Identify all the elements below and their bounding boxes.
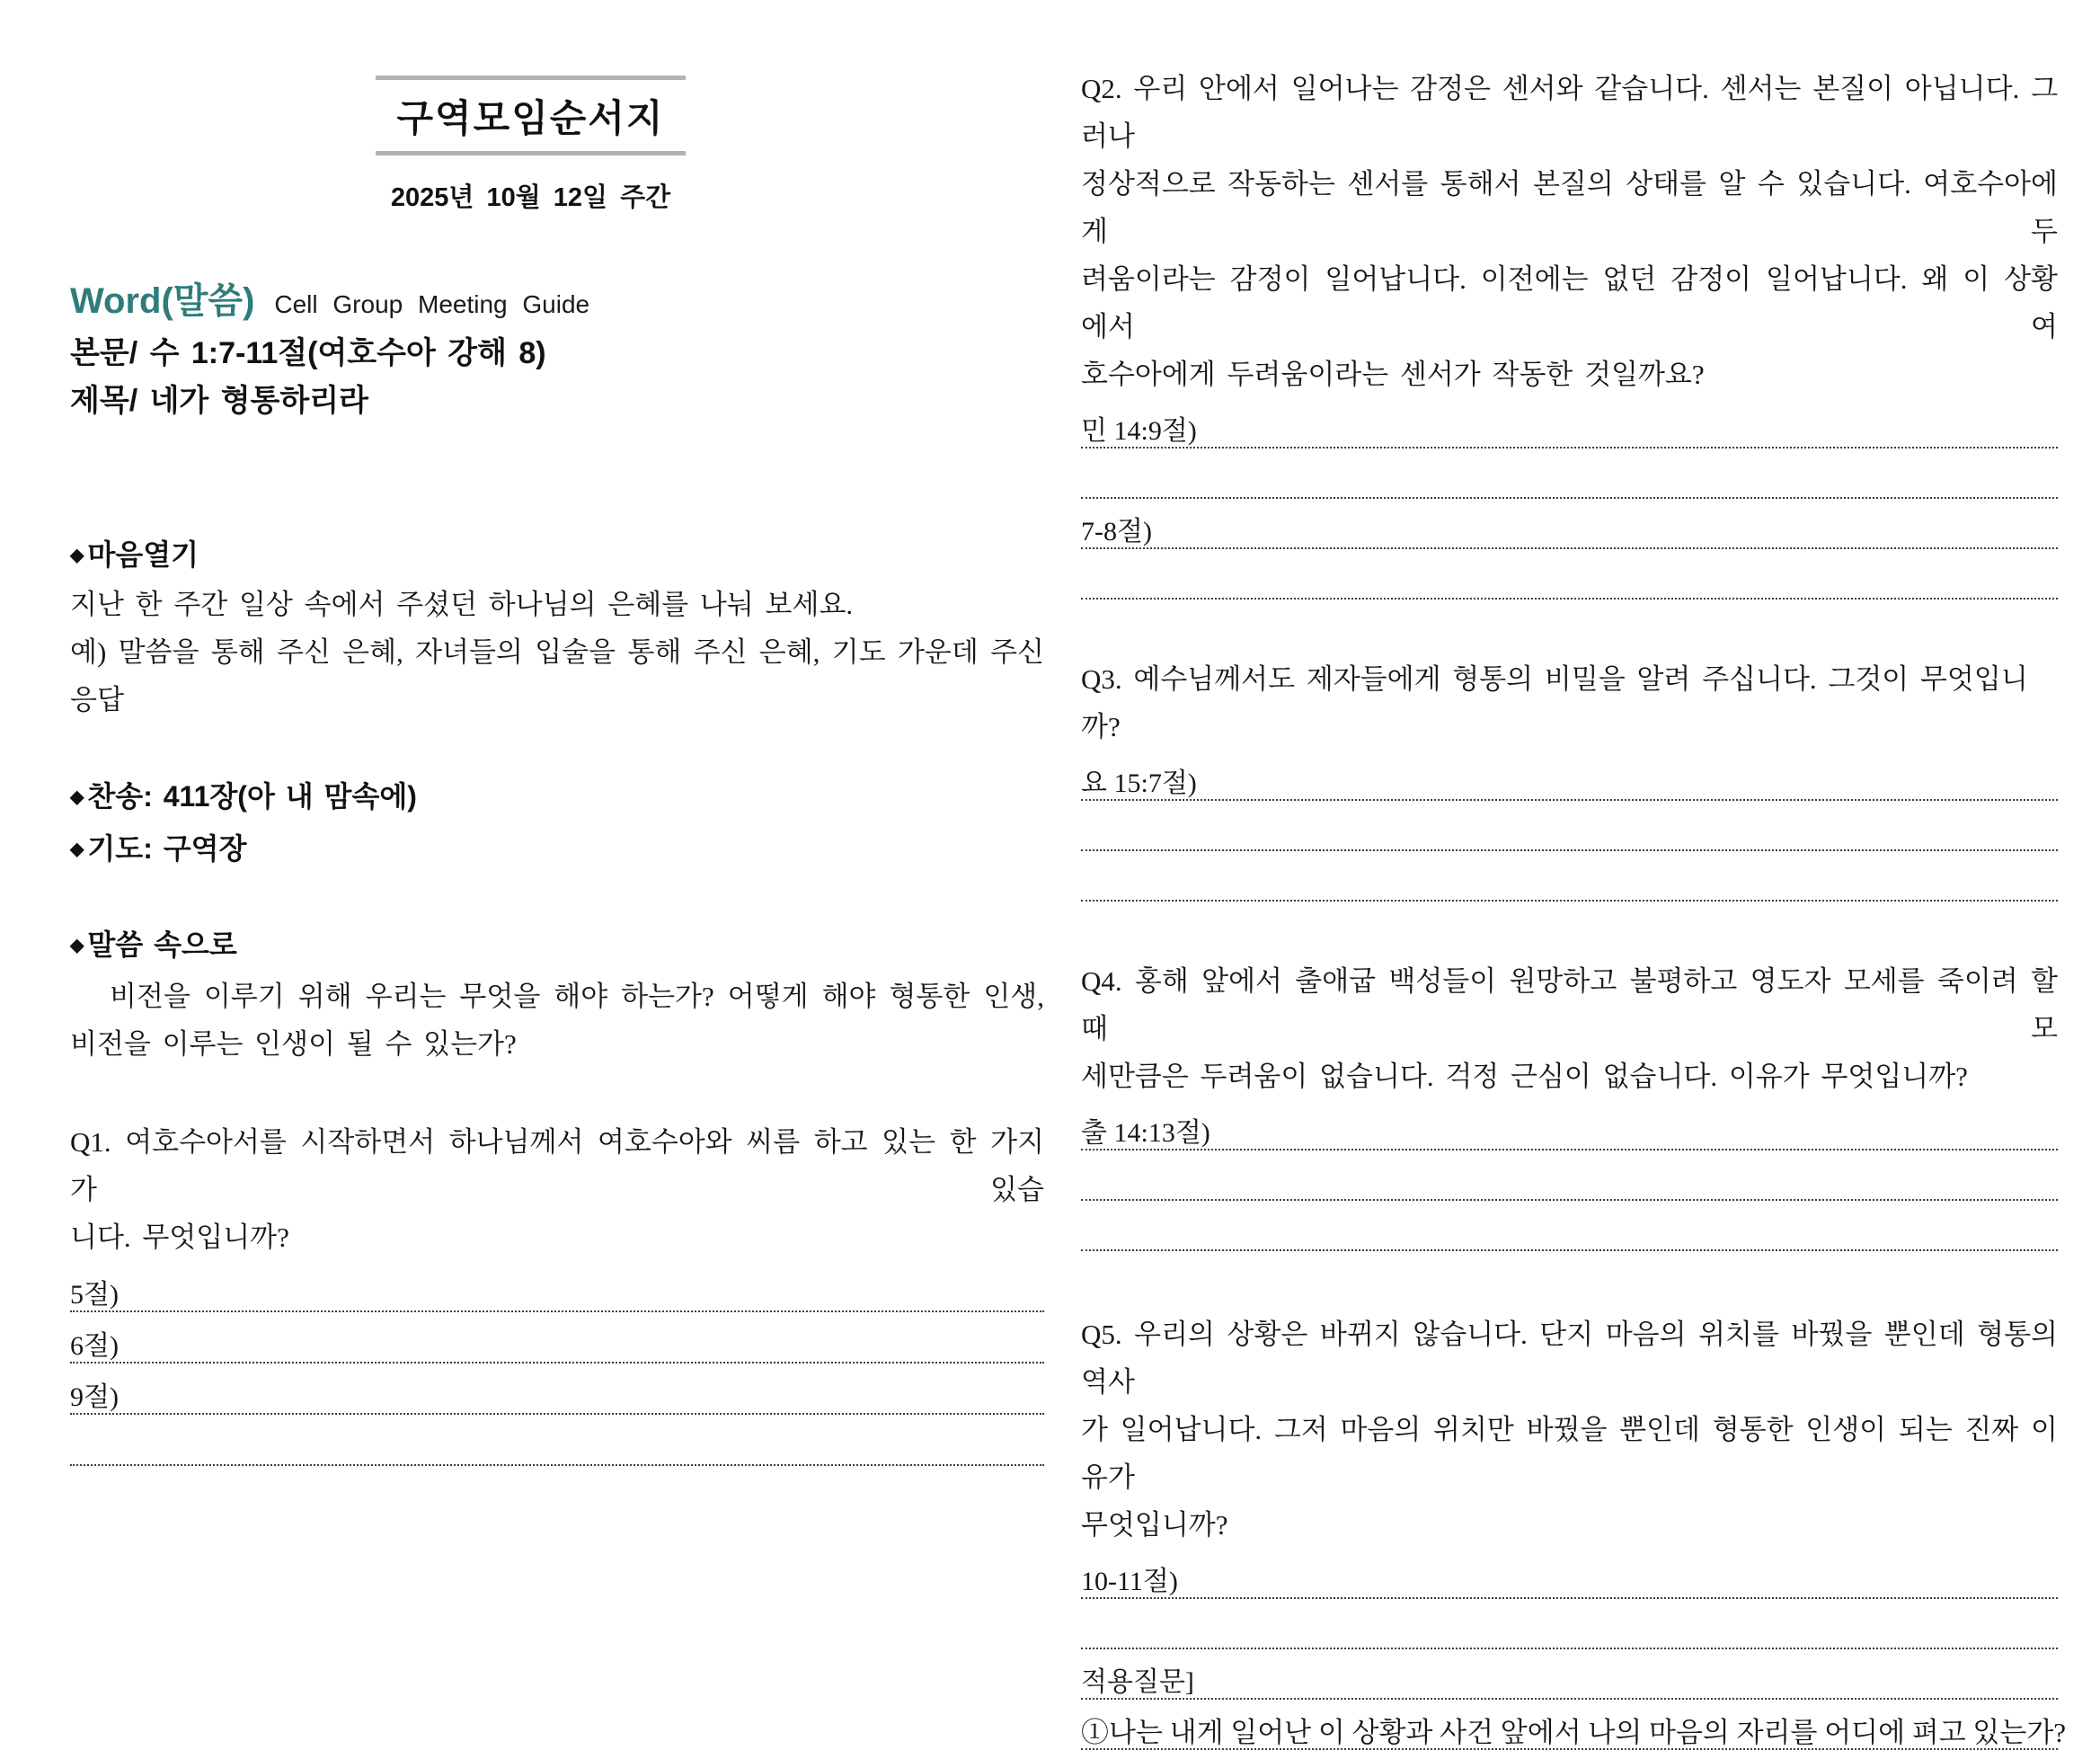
answer-line xyxy=(70,1364,1044,1415)
answer-line xyxy=(1081,1549,2058,1599)
answer-label: 민 14:9절) xyxy=(1081,416,1197,446)
question-2 xyxy=(1081,65,2058,398)
title-rule-box xyxy=(376,76,686,155)
answer-line-blank xyxy=(70,1415,1044,1466)
section-intoword-heading xyxy=(70,928,1044,962)
diamond-bullet-icon: ◆ xyxy=(70,936,84,955)
diamond-bullet-icon: ◆ xyxy=(70,839,84,859)
answer-line xyxy=(1081,398,2058,449)
passage-line: 본문/ 수 1:7-11절(여호수아 강해 8) xyxy=(70,336,546,370)
text-line: 세만큼은 두려움이 없습니다. 걱정 근심이 없습니다. 이유가 무엇입니까? xyxy=(1081,1061,1968,1092)
apply-question-1-line xyxy=(1081,1700,2067,1750)
week-date: 2025년 10월 12일 주간 xyxy=(390,183,671,212)
apply-questions-heading: 적용질문] xyxy=(1081,1667,1194,1697)
page-title: 구역모임순서지 xyxy=(396,97,665,139)
answer-label: 6절) xyxy=(70,1331,119,1361)
word-heading: Word(말씀) xyxy=(70,281,255,321)
right-column xyxy=(1081,0,2067,1750)
apply-questions-heading-line xyxy=(1081,1649,2058,1700)
diamond-bullet-icon: ◆ xyxy=(70,787,84,807)
text-line: 려움이라는 감정이 일어납니다. 이전에는 없던 감정이 일어납니다. 왜 이 상황에서 여 xyxy=(1081,263,2058,342)
text-line: Q3. 예수님께서도 제자들에게 형통의 비밀을 알려 주십니다. 그것이 무엇입니까? xyxy=(1081,663,2028,742)
word-subtitle: Cell Group Meeting Guide xyxy=(274,290,590,318)
answer-line xyxy=(1081,499,2058,549)
sermon-title-line: 제목/ 네가 형통하리라 xyxy=(70,384,368,418)
apply-question-1: ①나는 내게 일어난 이 상황과 사건 앞에서 나의 마음의 자리를 어디에 펴고 있는가? xyxy=(1081,1717,2067,1748)
answer-line xyxy=(70,1261,1044,1312)
opening-paragraph xyxy=(70,581,1044,724)
answer-label: 10-11절) xyxy=(1081,1567,1178,1596)
answer-label: 5절) xyxy=(70,1280,119,1310)
section-prayer-label: 기도: 구역장 xyxy=(87,832,247,865)
text-line: Q2. 우리 안에서 일어나는 감정은 센서와 같습니다. 센서는 본질이 아닙니다. 그러나 xyxy=(1081,73,2059,152)
text-line: Q1. 여호수아서를 시작하면서 하나님께서 여호수아와 씨름 하고 있는 한 가지가 있습 xyxy=(70,1126,1044,1205)
text-line: 응답 xyxy=(70,684,124,715)
diamond-bullet-icon: ◆ xyxy=(70,546,84,565)
word-heading-row xyxy=(70,281,1044,329)
question-5 xyxy=(1081,1310,2058,1549)
answer-line-blank xyxy=(1081,449,2058,499)
section-opening-heading xyxy=(70,538,1044,572)
answer-label: 출 14:13절) xyxy=(1081,1118,1210,1148)
answer-line-blank xyxy=(1081,801,2058,851)
text-line: 비전을 이루기 위해 우리는 무엇을 해야 하는가? 어떻게 해야 형통한 인생, xyxy=(110,981,1044,1012)
text-line: 지난 한 주간 일상 속에서 주셨던 하나님의 은혜를 나눠 보세요. xyxy=(70,589,854,620)
answer-line-blank xyxy=(1081,851,2058,902)
answer-label: 7-8절) xyxy=(1081,517,1152,546)
text-line: Q5. 우리의 상황은 바뀌지 않습니다. 단지 마음의 위치를 바꿨을 뿐인데 형통의 역사 xyxy=(1081,1319,2058,1398)
text-line: 니다. 무엇입니까? xyxy=(70,1221,289,1253)
answer-label: 9절) xyxy=(70,1382,119,1412)
question-4 xyxy=(1081,957,2058,1100)
document-title-box xyxy=(376,76,686,155)
answer-line xyxy=(70,1312,1044,1364)
text-line: 비전을 이루는 인생이 될 수 있는가? xyxy=(70,1028,517,1060)
answer-line-blank xyxy=(1081,1150,2058,1201)
text-line: 정상적으로 작동하는 센서를 통해서 본질의 상태를 알 수 있습니다. 여호수아에게 두 xyxy=(1081,168,2058,247)
answer-line xyxy=(1081,1100,2058,1150)
answer-line-blank xyxy=(1081,1201,2058,1251)
left-column xyxy=(70,0,1044,1466)
text-line: 무엇입니까? xyxy=(1081,1509,1228,1541)
text-line: 예) 말씀을 통해 주신 은혜, 자녀들의 입술을 통해 주신 은혜, 기도 가운데 주신 xyxy=(70,636,1044,668)
answer-line-blank xyxy=(1081,549,2058,600)
section-intoword-label: 말씀 속으로 xyxy=(87,928,237,961)
text-line: 호수아에게 두려움이라는 센서가 작동한 것일까요? xyxy=(1081,359,1705,390)
question-3 xyxy=(1081,655,2058,751)
answer-line xyxy=(1081,751,2058,801)
section-hymn-heading xyxy=(70,780,1044,813)
answer-label: 요 15:7절) xyxy=(1081,768,1197,798)
question-1 xyxy=(70,1118,1044,1261)
section-hymn-label: 찬송: 411장(아 내 맘속에) xyxy=(87,780,417,813)
text-line: Q4. 홍해 앞에서 출애굽 백성들이 원망하고 불평하고 영도자 모세를 죽이려 할 때 모 xyxy=(1081,965,2058,1044)
section-opening-label: 마음열기 xyxy=(87,538,199,571)
intoword-paragraph xyxy=(70,973,1044,1068)
text-line: 가 일어납니다. 그저 마음의 위치만 바꿨을 뿐인데 형통한 인생이 되는 진짜 이유가 xyxy=(1081,1414,2058,1493)
section-prayer-heading xyxy=(70,832,1044,866)
answer-line-blank xyxy=(1081,1599,2058,1649)
